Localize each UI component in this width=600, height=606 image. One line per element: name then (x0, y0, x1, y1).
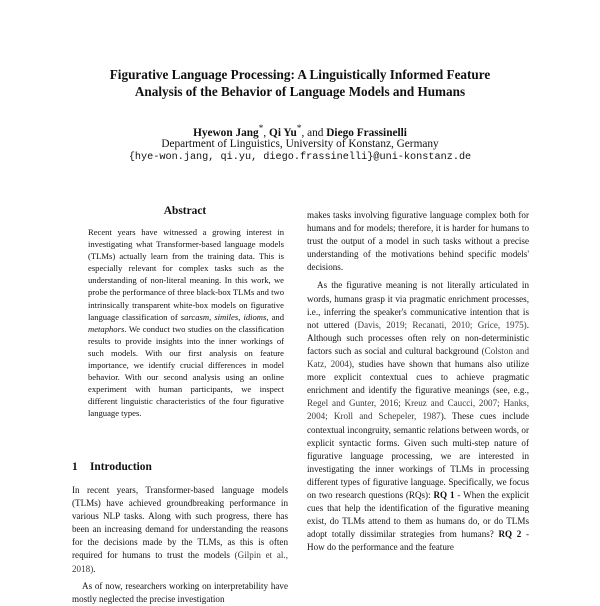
affiliation: Department of Linguistics, University of Konstanz, Germany (161, 138, 439, 150)
body-paragraph (307, 279, 529, 554)
author-mark: * (296, 124, 302, 134)
abstract-text: Recent years have witnessed a growing interest in investigating what Transformer-based language models (TLMs) actually learn from the training data. This is especially relevant for complex tasks such as the understanding of non-literal meaning. In this work, we probe the performance of three black-box TLMs and two intrinsically transparent white-box models on figurative language classification of (88, 227, 284, 322)
body-paragraph: makes tasks involving figurative language complex both for humans and for models; therefore, it is harder for humans to trust the output of a model in such tasks without a precise understanding of the motivations behind specific models' decisions. (307, 210, 529, 273)
intro-paragraph (72, 484, 288, 576)
rq-label: RQ 2 (498, 529, 522, 540)
title-line-2: Analysis of the Behavior of Language Models and Humans (134, 84, 466, 99)
abstract-text: , (209, 311, 215, 322)
paper-title (60, 66, 540, 100)
rq-label: RQ 1 (433, 489, 455, 500)
abstract-heading: Abstract (163, 205, 207, 217)
abstract-term: sarcasm (180, 311, 210, 322)
author-name: Diego Frassinelli (326, 126, 407, 139)
section-title: Introduction (90, 461, 152, 473)
right-column (307, 209, 529, 600)
body-text: As the figurative meaning is not literally articulated in words, humans grasp it via pragmatic enrichment processes, i.e., inferring the speaker's communicative intention that is not uttered (307, 280, 529, 330)
author-name: Qi Yu (269, 126, 297, 139)
author-separator: , (263, 126, 270, 139)
intro-text: In recent years, Transformer-based language models (TLMs) have achieved groundbreaking performance in various NLP tasks. Along with such progress, there has been an increasing demand for understanding the reasons for the decisions made by the TLMs, as this is often required for humans to trust the models (72, 485, 288, 561)
author-name: Hyewon Jang (193, 126, 259, 139)
introduction-body (72, 484, 288, 606)
citation: (Colston and Katz, 2004) (307, 345, 529, 370)
author-separator: , and (301, 126, 327, 139)
body-text: - How do the performance and the feature (307, 529, 529, 553)
citation: (Davis, 2019; Recanati, 2010; Grice, 1975) (354, 319, 527, 330)
intro-text: . (93, 563, 96, 574)
section-number: 1 (72, 461, 78, 473)
intro-paragraph: As of now, researchers working on interpretability have mostly neglected the precise investigation (72, 580, 288, 604)
body-text: , studies have shown that humans also utilize more explicit contextual cues to achieve pragmatic enrichment and identify the figurative meanings (see, e.g., (307, 359, 529, 396)
body-text: ). These cues include contextual incongruity, semantic relations between words, or explicit syntactic forms. Given such multi-step nature of figurative language processing, we are interested in investigating the inner workings of TLMs in processing different types of figurative language. Specifically, we focus on two research questions (RQs): (307, 411, 529, 500)
body-text: . Although such processes often rely on non-deterministic factors such as social and cultural background (307, 319, 529, 356)
abstract-text: . We conduct two studies on the classification results to provide insights into the inner workings of such models. With our first analysis on feature importance, we identify crucial differences in model behavior. With our second analysis using an online experiment with human participants, we inspect different linguistic characteristics of the four figurative language types. (88, 323, 284, 419)
abstract-term: similes (214, 311, 239, 322)
author-mark: * (258, 124, 264, 134)
body-text: - When the explicit cues that help the identification of the figurative meaning exist, do TLMs attend to them as humans do, or do TLMs adopt totally dissimilar strategies from humans? (307, 489, 529, 540)
section-heading (72, 461, 292, 473)
author-emails: {hye-won.jang, qi.yu, diego.frassinelli}@uni-konstanz.de (128, 152, 472, 163)
title-line-1: Figurative Language Processing: A Linguistically Informed Feature (109, 67, 491, 82)
abstract-term: metaphors (88, 323, 125, 334)
citation: (Gilpin et al., 2018) (72, 550, 288, 574)
citation: Regel and Gunter, 2016; Kreuz and Caucci, 2007; Hanks, 2004; Kroll and Schepeler, 1987 (307, 398, 529, 422)
abstract-text: , (238, 311, 244, 322)
abstract-body (88, 226, 284, 420)
abstract-text: , and (266, 311, 284, 322)
abstract-term: idioms (243, 311, 267, 322)
